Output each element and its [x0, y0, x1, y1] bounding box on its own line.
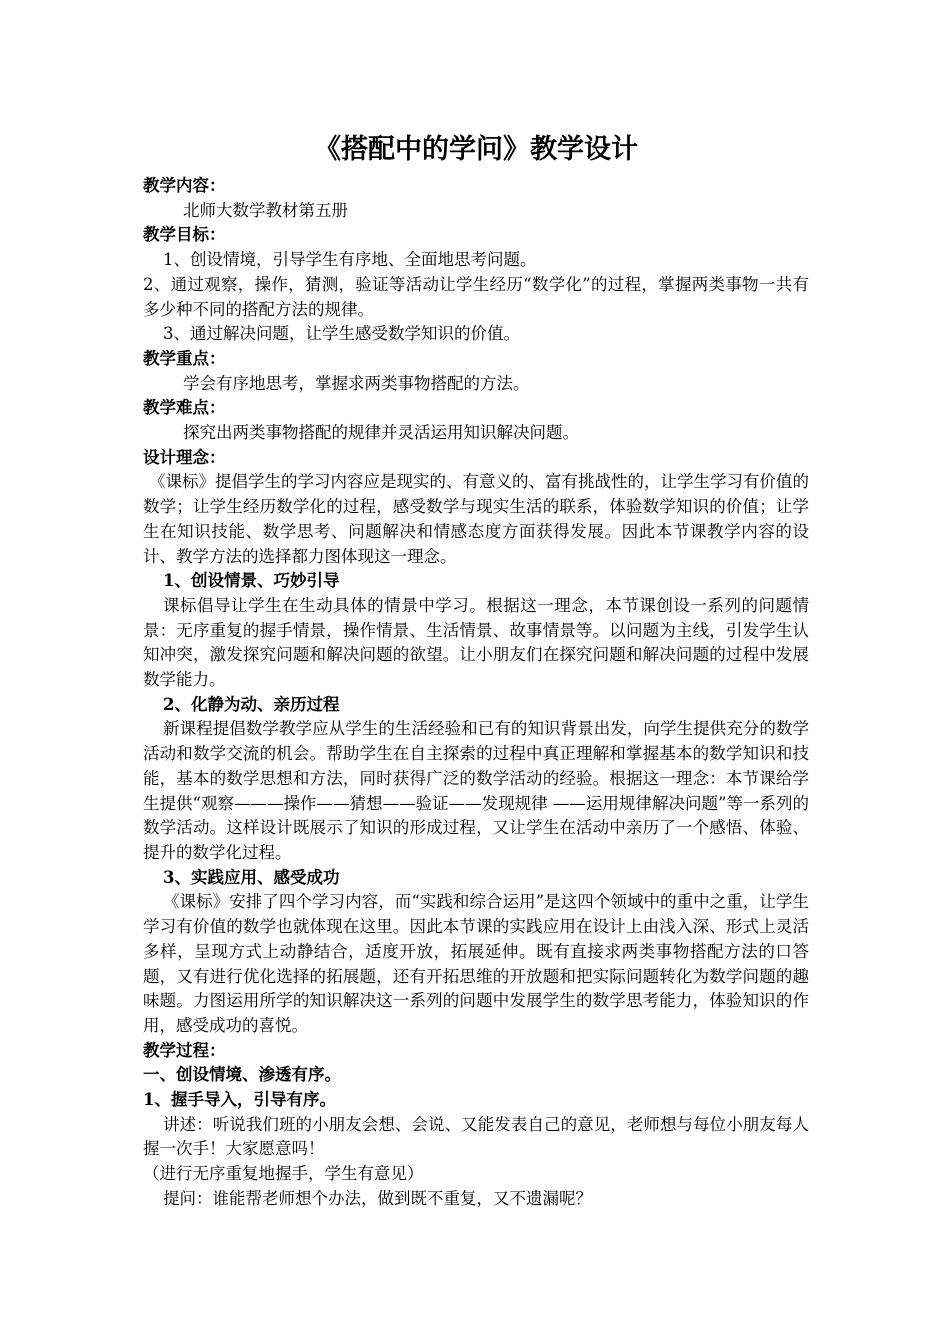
part-1-heading: 一、创设情境、渗透有序。 — [143, 1065, 341, 1085]
document-page — [143, 130, 809, 1212]
teaching-focus-heading: 教学重点： — [143, 348, 226, 368]
design-concept-text: 《课标》提倡学生的学习内容应是现实的、有意义的、富有挑战性的，让学生学习有价值的数学；让学生经历数学化的过程，感受数学与现实生活的联系，体验数学知识的价值；让学生在知识技能、数学思考、问题解决和情感态度方面获得发展。因此本节课教学内容的设计、教学方法的选择都力图体现这一理念。 — [143, 472, 809, 566]
narration-text: 讲述：听说我们班的小朋友会想、会说、又能发表自己的意见，老师想与每位小朋友每人握一次手！大家愿意吗！ — [143, 1114, 809, 1159]
teaching-content-text: 北师大数学教材第五册 — [183, 200, 348, 220]
document-title: 《搭配中的学问》教学设计 — [314, 134, 638, 165]
idea-1-text: 课标倡导让学生在生动具体的情景中学习。根据这一理念，本节课创设一系列的问题情景：无序重复的握手情景，操作情景、生活情景、故事情景等。以问题为主线，引发学生认知冲突，激发探究问题和解决问题的欲望。让小朋友们在探究问题和解决问题的过程中发展数学能力。 — [143, 595, 809, 690]
idea-3-text: 《课标》安排了四个学习内容，而“实践和综合运用”是这四个领域中的重中之重，让学生学习有价值的数学也就体现在这里。因此本节课的实践应用在设计上由浅入深、形式上灵活多样，呈现方式上动静结合，适度开放，拓展延伸。既有直接求两类事物搭配方法的口答题，又有进行优化选择的拓展题，还有开拓思维的开放题和把实际问题转化为数学问题的趣味题。力图运用所学的知识解决这一系列的问题中发展学生的数学思考能力，体验知识的作用，感受成功的喜悦。 — [143, 892, 809, 1035]
idea-3-heading: 3、实践应用、感受成功 — [163, 867, 340, 887]
teaching-goal-2: 2、通过观察，操作，猜测，验证等活动让学生经历“数学化”的过程，掌握两类事物一共有多少种不同的搭配方法的规律。 — [143, 274, 809, 319]
teaching-goals-heading: 教学目标： — [143, 225, 226, 245]
teaching-goal-3: 3、通过解决问题，让学生感受数学知识的价值。 — [163, 324, 520, 344]
teaching-difficulty-text: 探究出两类事物搭配的规律并灵活运用知识解决问题。 — [183, 423, 579, 443]
idea-2-text: 新课程提倡数学教学应从学生的生活经验和已有的知识背景出发，向学生提供充分的数学活动和数学交流的机会。帮助学生在自主探索的过程中真正理解和掌握基本的数学知识和技能，基本的数学思想和方法，同时获得广泛的数学活动的经验。根据这一理念：本节课给学生提供“观察———操作——猜想——验证——发现规律 ——运用规律解决问题”等一系列的数学活动。这样设计既展示了知识的形成过程，又让学生在活动中亲历了一个感悟、体验、提升的数学化过程。 — [143, 719, 809, 862]
idea-2-heading: 2、化静为动、亲历过程 — [163, 694, 340, 714]
note-text: （进行无序重复地握手，学生有意见） — [143, 1164, 424, 1184]
idea-1-heading: 1、创设情景、巧妙引导 — [163, 571, 340, 591]
teaching-content-heading: 教学内容： — [143, 176, 226, 195]
question-text: 提问：谁能帮老师想个办法，做到既不重复，又不遗漏呢？ — [163, 1188, 592, 1208]
design-concept-heading: 设计理念： — [143, 447, 226, 467]
teaching-difficulty-heading: 教学难点： — [143, 398, 226, 418]
teaching-goal-1: 1、创设情境，引导学生有序地、全面地思考问题。 — [163, 250, 537, 270]
teaching-process-heading: 教学过程： — [143, 1040, 226, 1060]
teaching-focus-text: 学会有序地思考，掌握求两类事物搭配的方法。 — [183, 373, 530, 393]
step-1-heading: 1、握手导入，引导有序。 — [143, 1090, 336, 1110]
